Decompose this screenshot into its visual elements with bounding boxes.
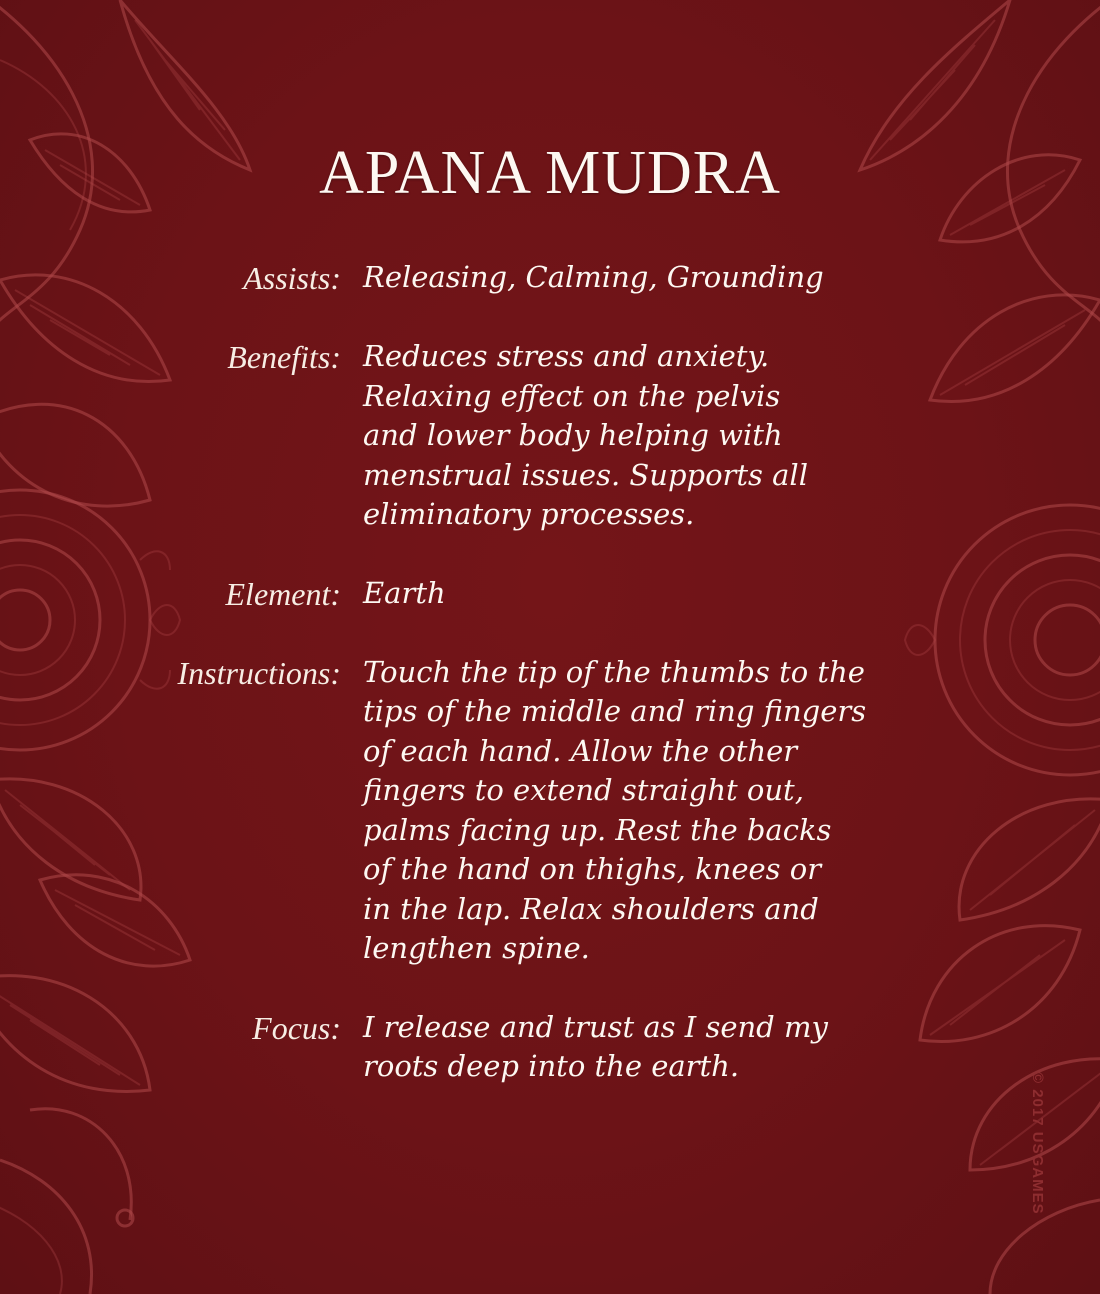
- entry-line: lengthen spine.: [363, 931, 590, 965]
- entry-label: Instructions:: [177, 654, 341, 691]
- entry-line: Earth: [363, 575, 446, 610]
- entry-label: Assists:: [243, 260, 341, 296]
- entry-list: [0, 258, 1100, 1126]
- entry-line: Reduces stress and anxiety.: [363, 339, 770, 373]
- entry-line: fingers to extend straight out,: [363, 773, 804, 807]
- entry-value: [363, 337, 923, 535]
- entry-focus: [0, 1008, 1100, 1087]
- entry-label: Focus:: [252, 1009, 341, 1046]
- card-title: APANA MUDRA: [319, 139, 781, 207]
- copyright-notice: © 2017 USGAMES: [1029, 1072, 1046, 1215]
- entry-line: tips of the middle and ring fingers: [363, 694, 867, 728]
- entry-line: and lower body helping with: [363, 418, 783, 452]
- entry-line: palms facing up. Rest the backs: [363, 812, 832, 847]
- entry-line: eliminatory processes.: [363, 497, 695, 531]
- entry-line: roots deep into the earth.: [363, 1049, 740, 1083]
- entry-value: [363, 258, 923, 298]
- entry-line: I release and trust as I send my: [363, 1009, 828, 1044]
- entry-label: Benefits:: [227, 339, 341, 375]
- entry-element: [0, 574, 1100, 614]
- entry-value: [363, 1008, 923, 1087]
- entry-line: in the lap. Relax shoulders and: [363, 891, 819, 926]
- entry-line: Touch the tip of the thumbs to the: [363, 654, 865, 689]
- entry-line: of the hand on thighs, knees or: [363, 852, 822, 886]
- entry-assists: [0, 258, 1100, 298]
- entry-benefits: [0, 337, 1100, 535]
- entry-line: of each hand. Allow the other: [363, 733, 798, 768]
- entry-value: [363, 653, 923, 969]
- entry-value: [363, 574, 923, 614]
- entry-line: Releasing, Calming, Grounding: [363, 260, 824, 294]
- entry-line: Relaxing effect on the pelvis: [363, 378, 781, 413]
- entry-label: Element:: [225, 575, 341, 612]
- entry-instructions: [0, 653, 1100, 969]
- entry-line: menstrual issues. Supports all: [363, 457, 808, 492]
